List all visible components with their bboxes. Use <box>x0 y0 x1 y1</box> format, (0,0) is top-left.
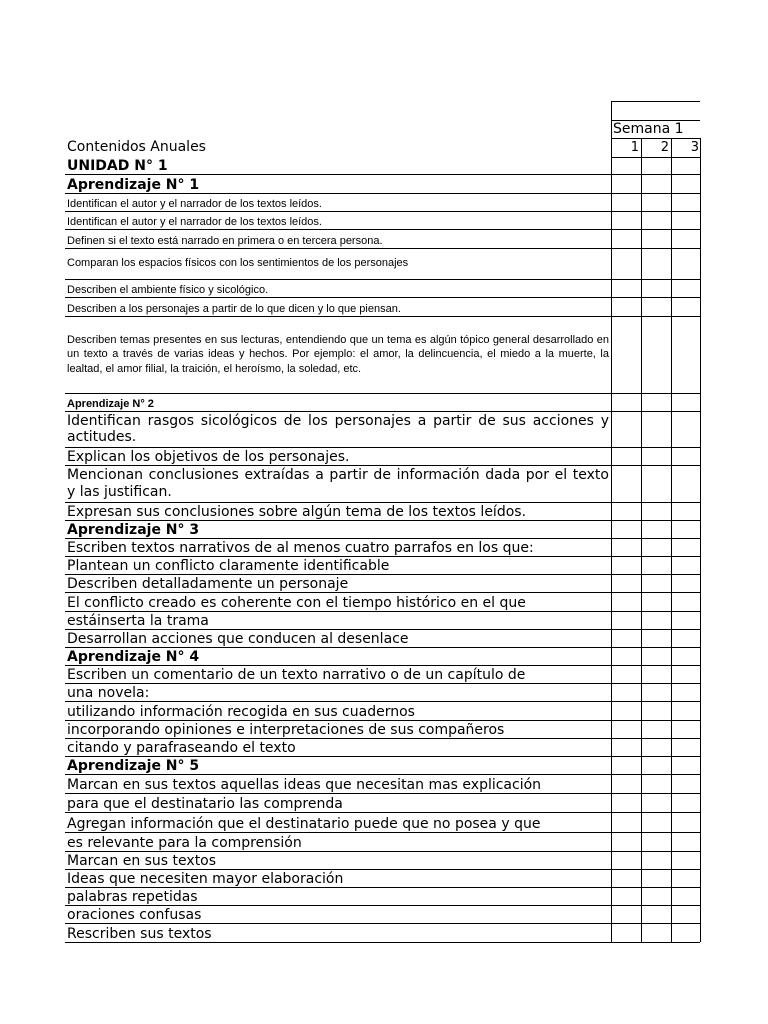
content-row <box>67 592 609 611</box>
row-text: Comparan los espacios físicos con los sentimientos de los personajes <box>67 257 409 270</box>
row-text: Definen si el texto está narrado en primera o en tercera persona. <box>67 234 383 247</box>
section-heading <box>67 174 609 193</box>
row-border <box>65 942 700 943</box>
content-row <box>67 774 609 793</box>
row-text: Agregan información que el destinatario puede que no posea y que <box>67 815 541 832</box>
content-row <box>67 812 609 832</box>
content-row <box>67 211 609 229</box>
contenidos-label: Contenidos Anuales <box>67 139 206 155</box>
content-row <box>67 887 609 905</box>
content-row <box>67 923 609 942</box>
row-text: Describen el ambiente físico y sicológico. <box>67 283 269 296</box>
row-text: palabras repetidas <box>67 888 198 905</box>
content-row <box>67 832 609 851</box>
section-heading <box>67 520 609 538</box>
section-heading <box>67 157 609 174</box>
row-text: Aprendizaje N° 4 <box>67 648 200 665</box>
section-heading <box>67 393 609 411</box>
row-text: UNIDAD N° 1 <box>67 157 168 174</box>
row-text: estáinserta la trama <box>67 612 209 629</box>
content-row <box>67 447 609 465</box>
row-text: El conflicto creado es coherente con el tiempo histórico en el que <box>67 594 526 611</box>
content-row <box>67 701 609 720</box>
row-text: para que el destinatario las comprenda <box>67 795 343 812</box>
column-line <box>641 138 642 942</box>
row-text: Marcan en sus textos <box>67 852 217 869</box>
row-text: Describen a los personajes a partir de lo que dicen y lo que piensan. <box>67 302 401 315</box>
row-text: Ideas que necesiten mayor elaboración <box>67 870 344 887</box>
content-row <box>67 574 609 592</box>
content-row <box>67 683 609 701</box>
content-row <box>67 229 609 248</box>
column-line <box>700 138 701 942</box>
content-row <box>67 611 609 629</box>
row-text: Identifican el autor y el narrador de los textos leídos. <box>67 215 322 228</box>
row-text: Describen detalladamente un personaje <box>67 575 349 592</box>
content-row <box>67 297 609 316</box>
header-line <box>611 120 700 121</box>
row-text: una novela: <box>67 684 150 701</box>
content-row <box>67 465 609 502</box>
content-row <box>67 411 609 447</box>
row-text: Expresan sus conclusiones sobre algún tema de los textos leídos. <box>67 503 527 520</box>
week-day-1: 1 <box>630 140 639 155</box>
content-row <box>67 279 609 297</box>
section-heading <box>67 647 609 665</box>
semana-label: Semana 1 <box>613 121 684 137</box>
row-text: Aprendizaje N° 2 <box>67 397 154 410</box>
row-text: Aprendizaje N° 5 <box>67 757 200 774</box>
row-text: Mencionan conclusiones extraídas a partir de información dada por el texto y las justifican. <box>67 467 609 500</box>
row-text: Escriben textos narrativos de al menos cuatro parrafos en los que: <box>67 539 534 556</box>
row-text: Escriben un comentario de un texto narrativo o de un capítulo de <box>67 666 526 683</box>
content-row <box>67 720 609 738</box>
row-text: es relevante para la comprensión <box>67 834 302 851</box>
row-text: Identifican rasgos sicológicos de los personajes a partir de sus acciones y actitudes. <box>67 412 609 445</box>
section-heading <box>67 756 609 774</box>
content-row <box>67 248 609 279</box>
content-row <box>67 793 609 812</box>
content-row <box>67 629 609 647</box>
content-row <box>67 851 609 869</box>
content-row <box>67 502 609 520</box>
content-row <box>67 905 609 923</box>
content-row <box>67 738 609 756</box>
row-text: Rescriben sus textos <box>67 925 212 942</box>
week-day-2: 2 <box>660 140 669 155</box>
row-text: Explican los objetivos de los personajes. <box>67 448 350 465</box>
row-text: Aprendizaje N° 3 <box>67 521 200 538</box>
row-text: Aprendizaje N° 1 <box>67 176 200 193</box>
header-line <box>611 101 700 102</box>
header-line <box>611 157 700 158</box>
row-text: oraciones confusas <box>67 906 202 923</box>
row-text: Plantean un conflicto claramente identificable <box>67 557 390 574</box>
content-row <box>67 556 609 574</box>
content-row <box>67 665 609 683</box>
row-text: Describen temas presentes en sus lecturas, entendiendo que un tema es algún tópico general desarrollado en un texto a través de varias ideas y hechos. Por ejemplo: el amor, la delincuencia, el miedo a la muerte, la lealtad, el amor filial, la traición, el heroísmo, la soledad, etc. <box>67 334 609 375</box>
content-row <box>67 538 609 556</box>
row-text: Identifican el autor y el narrador de los textos leídos. <box>67 197 322 210</box>
content-row <box>67 869 609 887</box>
content-row <box>67 193 609 211</box>
column-line <box>671 138 672 942</box>
row-text: citando y parafraseando el texto <box>67 739 296 756</box>
column-line <box>611 101 612 942</box>
header-line <box>611 138 700 139</box>
row-text: Desarrollan acciones que conducen al desenlace <box>67 630 409 647</box>
row-text: Marcan en sus textos aquellas ideas que necesitan mas explicación <box>67 776 542 793</box>
week-day-3: 3 <box>690 140 699 155</box>
row-text: incorporando opiniones e interpretaciones de sus compañeros <box>67 721 505 738</box>
row-text: utilizando información recogida en sus cuadernos <box>67 703 415 720</box>
content-row <box>67 316 609 393</box>
